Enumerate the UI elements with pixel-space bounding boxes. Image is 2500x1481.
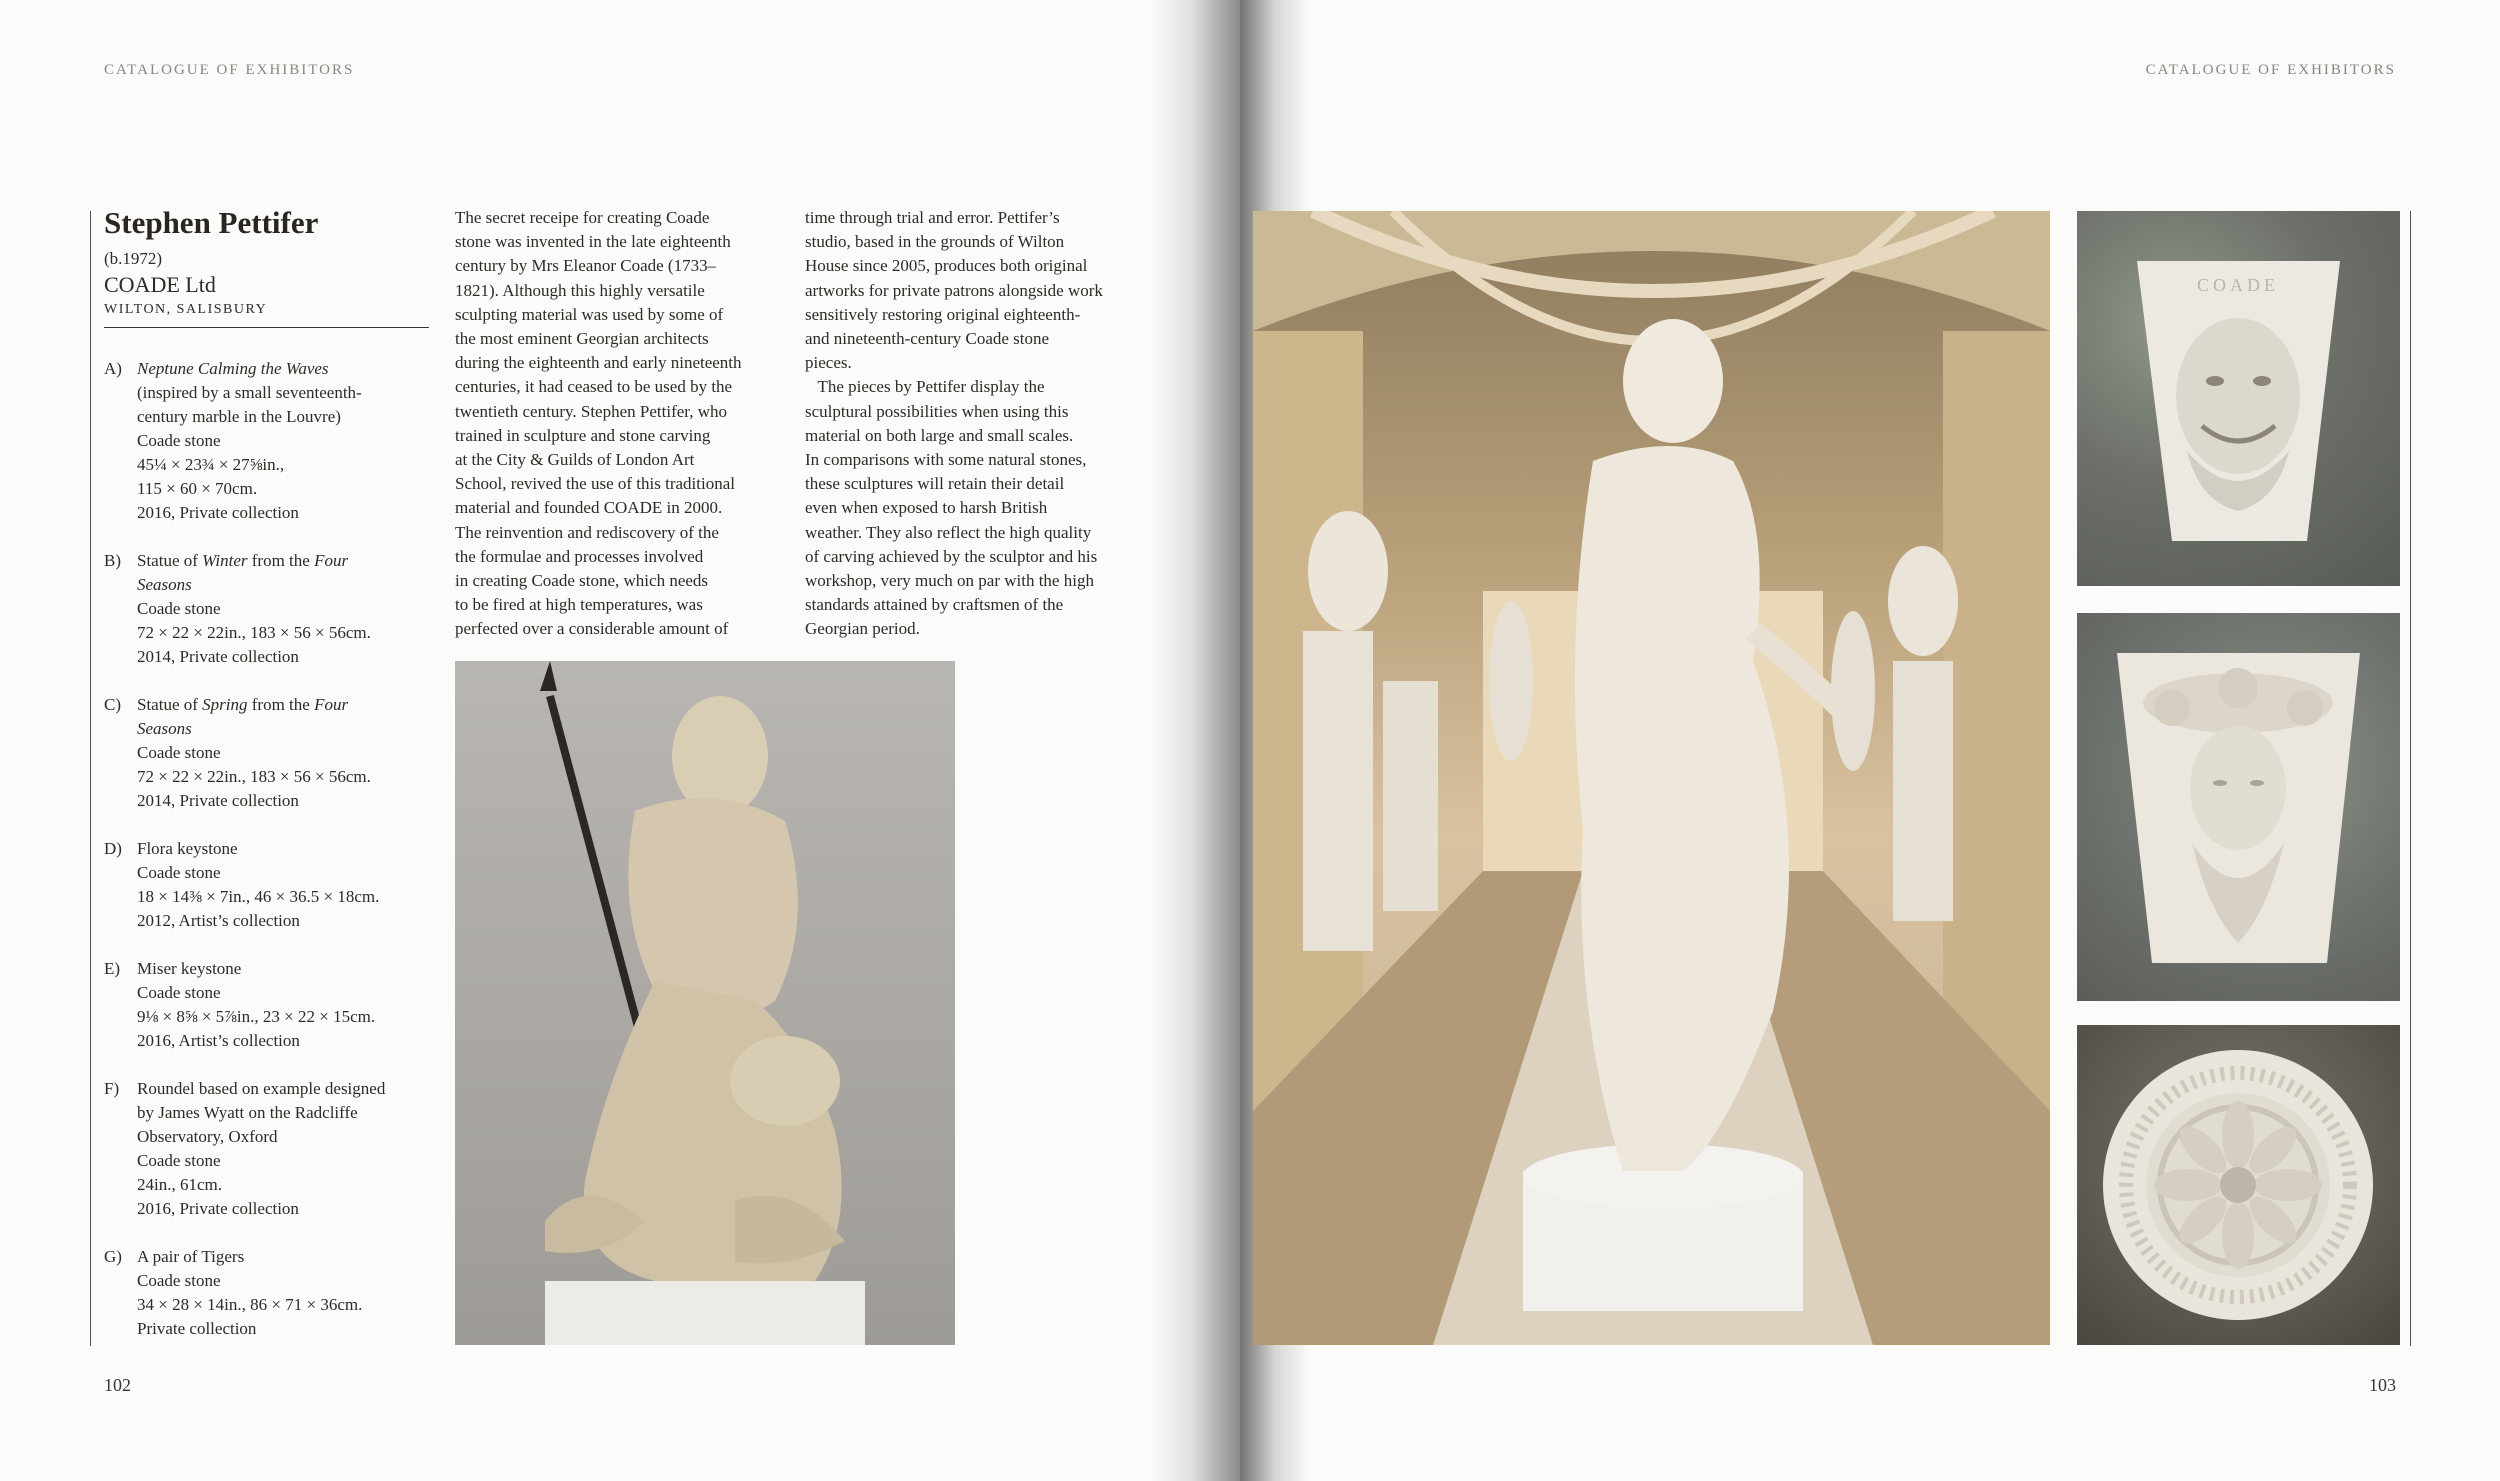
item-title: A pair of Tigers: [137, 1247, 245, 1266]
item-title: Neptune Calming the Waves: [137, 359, 329, 378]
body-line: The secret receipe for creating Coade: [455, 208, 710, 227]
item-title: Flora keystone: [137, 839, 238, 858]
page-number-left: 102: [104, 1375, 131, 1395]
item-credit: 2014, Private collection: [137, 647, 299, 666]
running-head-left: CATALOGUE OF EXHIBITORS: [104, 62, 355, 78]
item-material: Coade stone: [137, 1151, 221, 1170]
photo-neptune-sculpture: [455, 661, 955, 1345]
photo-statue-gallery: [1253, 211, 2050, 1345]
body-line: the formulae and processes involved: [455, 546, 704, 566]
body-text-column-1: [455, 206, 785, 642]
item-dimensions: 34 × 28 × 14in., 86 × 71 × 36cm.: [137, 1295, 363, 1314]
body-text-column-2: [805, 206, 1135, 642]
body-line: sculptural possibilities when using this: [805, 401, 1069, 421]
body-line: The reinvention and rediscovery of the: [455, 522, 719, 542]
item-note: (inspired by a small seventeenth-: [137, 383, 362, 402]
item-title-cont: Observatory, Oxford: [137, 1127, 278, 1146]
body-line: of carving achieved by the sculptor and his: [805, 546, 1098, 566]
item-material: Coade stone: [137, 1271, 221, 1290]
item-key: C): [104, 695, 121, 714]
body-line: standards attained by craftsmen of the: [805, 595, 1064, 615]
item-credit: 2016, Private collection: [137, 503, 299, 522]
item-credit: 2016, Private collection: [137, 1199, 299, 1218]
margin-rule-right: [2410, 211, 2411, 1346]
exhibitor-name: Stephen Pettifer: [104, 205, 319, 240]
item-key: G): [104, 1247, 122, 1266]
item-title: Miser keystone: [137, 959, 242, 978]
body-line: House since 2005, produces both original: [805, 256, 1088, 276]
body-line: workshop, very much on par with the high: [805, 571, 1094, 591]
item-dimensions: 45¼ × 23¾ × 27⅝in.,: [137, 455, 285, 474]
catalogue-item-list: [104, 357, 434, 1365]
body-line: even when exposed to harsh British: [805, 498, 1048, 518]
item-title: Statue of Winter from the Four: [137, 551, 349, 570]
catalogue-item-d: [104, 837, 434, 933]
item-material: Coade stone: [137, 431, 221, 450]
exhibitor-company: COADE Ltd: [104, 272, 216, 297]
item-credit: 2016, Artist’s collection: [137, 1031, 300, 1050]
body-line: these sculptures will retain their detail: [805, 474, 1065, 494]
item-title: Statue of Spring from the Four: [137, 695, 349, 714]
body-line: at the City & Guilds of London Art: [455, 450, 695, 470]
body-line: studio, based in the grounds of Wilton: [805, 232, 1065, 252]
item-dimensions: 72 × 22 × 22in., 183 × 56 × 56cm.: [137, 623, 371, 642]
item-key: E): [104, 959, 121, 978]
running-head-right: CATALOGUE OF EXHIBITORS: [2145, 62, 2396, 78]
exhibitor-heading: [104, 205, 429, 328]
exhibitor-location: WILTON, SALISBURY: [104, 299, 429, 328]
item-dimensions: 9⅛ × 8⅝ × 5⅞in., 23 × 22 × 15cm.: [137, 1007, 376, 1026]
keystone-inscription: COADE: [2197, 275, 2279, 295]
body-line: twentieth century. Stephen Pettifer, who: [455, 401, 728, 421]
body-line: The pieces by Pettifer display the: [805, 377, 1045, 397]
catalogue-item-f: [104, 1077, 434, 1221]
photo-roundel: [2077, 1025, 2400, 1345]
item-material: Coade stone: [137, 743, 221, 762]
item-key: D): [104, 839, 122, 858]
item-dimensions: 115 × 60 × 70cm.: [137, 479, 258, 498]
item-title-cont: Seasons: [137, 575, 192, 594]
body-line: School, revived the use of this traditional: [455, 474, 735, 494]
body-line: artworks for private patrons alongside work: [805, 280, 1103, 300]
exhibitor-dates: (b.1972): [104, 249, 163, 268]
body-line: 1821). Although this highly versatile: [455, 280, 705, 300]
body-line: Georgian period.: [805, 619, 920, 639]
item-key: B): [104, 551, 121, 570]
item-dimensions: 72 × 22 × 22in., 183 × 56 × 56cm.: [137, 767, 371, 786]
item-credit: 2012, Artist’s collection: [137, 911, 300, 930]
item-key: F): [104, 1079, 120, 1098]
body-line: to be fired at high temperatures, was: [455, 595, 703, 615]
photo-flora-keystone: [2077, 613, 2400, 1001]
body-line: sensitively restoring original eighteenth-: [805, 304, 1081, 324]
body-line: during the eighteenth and early nineteenth: [455, 353, 742, 373]
item-material: Coade stone: [137, 863, 221, 882]
catalogue-item-e: [104, 957, 434, 1053]
catalogue-item-b: [104, 549, 434, 669]
item-title-cont: Seasons: [137, 719, 192, 738]
body-line: trained in sculpture and stone carving: [455, 425, 711, 445]
item-dimensions: 24in., 61cm.: [137, 1175, 222, 1194]
item-key: A): [104, 359, 122, 378]
item-credit: Private collection: [137, 1319, 257, 1338]
body-line: and nineteenth-century Coade stone: [805, 329, 1050, 349]
gutter-shadow-left: [1150, 0, 1240, 1481]
item-material: Coade stone: [137, 599, 221, 618]
catalogue-item-a: [104, 357, 434, 525]
body-line: perfected over a considerable amount of: [455, 619, 729, 639]
body-line: material and founded COADE in 2000.: [455, 498, 723, 518]
body-line: in creating Coade stone, which needs: [455, 571, 709, 591]
catalogue-item-g: [104, 1245, 434, 1341]
photo-miser-keystone: [2077, 211, 2400, 586]
body-line: centuries, it had ceased to be used by the: [455, 377, 733, 397]
body-line: sculpting material was used by some of: [455, 304, 724, 324]
item-material: Coade stone: [137, 983, 221, 1002]
body-line: weather. They also reflect the high quality: [805, 522, 1092, 542]
body-line: In comparisons with some natural stones,: [805, 450, 1087, 470]
item-title: Roundel based on example designed: [137, 1079, 386, 1098]
body-line: century by Mrs Eleanor Coade (1733–: [455, 256, 717, 276]
body-line: material on both large and small scales.: [805, 425, 1074, 445]
item-note: century marble in the Louvre): [137, 407, 341, 426]
item-credit: 2014, Private collection: [137, 791, 299, 810]
item-dimensions: 18 × 14⅜ × 7in., 46 × 36.5 × 18cm.: [137, 887, 380, 906]
body-line: the most eminent Georgian architects: [455, 329, 709, 349]
margin-rule-left: [90, 211, 91, 1346]
page-number-right: 103: [2369, 1375, 2396, 1395]
body-line: time through trial and error. Pettifer’s: [805, 208, 1060, 227]
body-line: pieces.: [805, 353, 852, 373]
catalogue-item-c: [104, 693, 434, 813]
item-title-cont: by James Wyatt on the Radcliffe: [137, 1103, 358, 1122]
body-line: stone was invented in the late eighteenth: [455, 232, 731, 252]
